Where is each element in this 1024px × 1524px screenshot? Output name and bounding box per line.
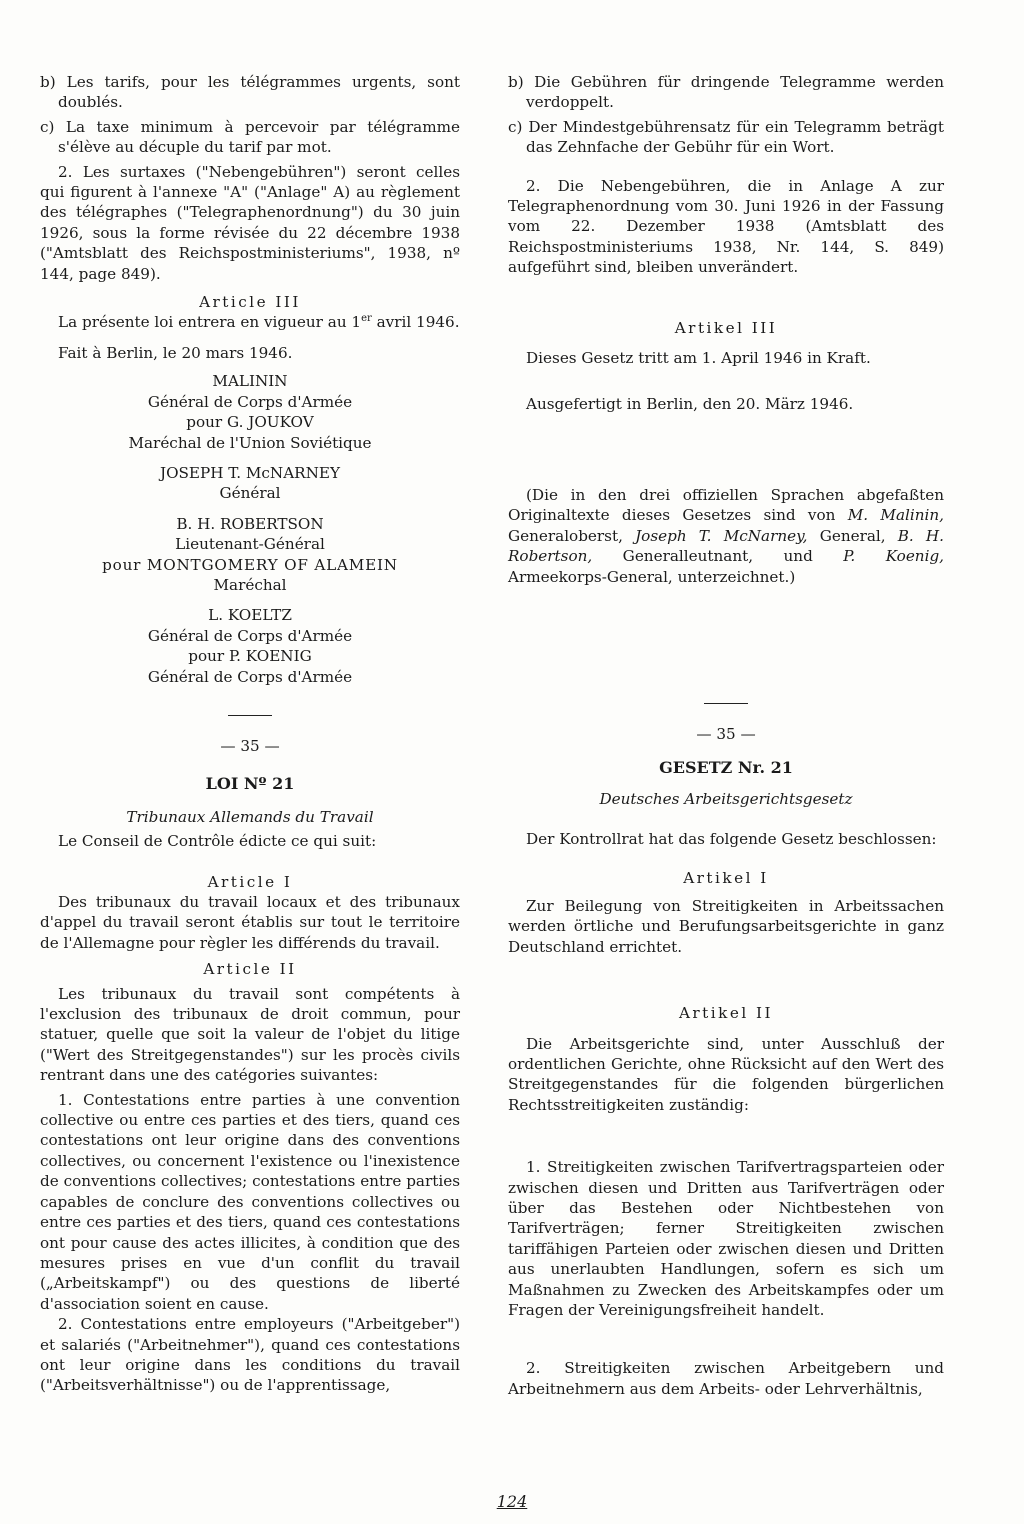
- de-intro: Der Kontrollrat hat das folgende Gesetz beschlossen:: [526, 830, 937, 849]
- fr-article1-heading: Article I: [207, 872, 293, 891]
- fr-law-number: — 35 —: [220, 736, 280, 755]
- fr-law-title: LOI Nº 21: [205, 774, 295, 794]
- page-number: 124: [496, 1492, 528, 1511]
- de-para-2: 2. Die Nebengebühren, die in Anlage A zur Telegraphenordnung vom 30. Juni 1926 in der Fassung vom 22. Dezember 1938 (Amtsblatt des Reichspostministeriums 1938, Nr. 144, S. 849) aufgeführt sind, bleiben unverändert.: [508, 176, 944, 277]
- de-item-c: c) Der Mindestgebührensatz für ein Telegramm beträgt das Zehnfache der Gebühr für ein Wort.: [508, 117, 944, 157]
- fr-item-b: b) Les tarifs, pour les télégrammes urgents, sont doublés.: [40, 73, 460, 112]
- de-article3-heading: Artikel III: [674, 318, 778, 337]
- french-column: [40, 72, 460, 1396]
- de-law-number: — 35 —: [696, 724, 756, 743]
- de-done-at: Ausgefertigt in Berlin, den 20. März 1946.: [526, 395, 854, 414]
- de-article1-heading: Artikel I: [683, 868, 769, 887]
- fr-signature-2: JOSEPH T. McNARNEY Général: [159, 463, 341, 503]
- fr-divider-rule: [228, 715, 272, 716]
- de-signatories-note: (Die in den drei offiziellen Sprachen abgefaßten Originaltexte dieses Gesetzes sind von M. Malinin, Generaloberst, Joseph T. McNarney, General, B. H. Robertson, Generalleutnant, und P. Koenig, Armeekorps-General, unterzeichnet.): [508, 485, 945, 586]
- de-article2-item2: 2. Streitigkeiten zwischen Arbeitgebern und Arbeitnehmern aus dem Arbeits- oder Lehrverhältnis,: [508, 1359, 944, 1398]
- fr-article2-item2: 2. Contestations entre employeurs ("Arbeitgeber") et salariés ("Arbeitnehmer"), quand ces contestations ont leur origine dans les conditions du travail ("Arbeitsverhältnisse") ou de l'apprentissage,: [40, 1315, 460, 1395]
- de-article2-text: Die Arbeitsgerichte sind, unter Ausschluß der ordentlichen Gerichte, ohne Rücksicht auf den Wert des Streitgegenstandes für die folgenden bürgerlichen Rechtsstreitigkeiten zuständig:: [508, 1034, 944, 1114]
- german-column: [508, 72, 944, 1399]
- fr-done-at: Fait à Berlin, le 20 mars 1946.: [58, 343, 293, 362]
- fr-article1-text: Des tribunaux du travail locaux et des tribunaux d'appel du travail seront établis sur tout le territoire de l'Allemagne pour règler les différends du travail.: [40, 893, 460, 952]
- de-law-subtitle: Deutsches Arbeitsgerichtsgesetz: [599, 789, 853, 808]
- de-article3-text: Dieses Gesetz tritt am 1. April 1946 in Kraft.: [526, 349, 871, 368]
- fr-signature-1: MALININ Général de Corps d'Armée pour G. JOUKOV Maréchal de l'Union Soviétique: [128, 372, 372, 452]
- de-divider-rule: [704, 703, 748, 704]
- de-article2-item1: 1. Streitigkeiten zwischen Tarifvertragsparteien oder zwischen diesen und Dritten aus Tarifverträgen oder über das Bestehen oder Nichtbestehen von Tarifverträgen; ferner Streitigkeiten zwischen tariffähigen Parteien oder zwischen diesen und Dritten aus unerlaubten Handlungen, sofern es sich um Maßnahmen zu Zwecken des Arbeitskampfes oder um Fragen der Vereinigungsfreiheit handelt.: [508, 1158, 944, 1320]
- fr-article3-heading: Article III: [199, 293, 301, 312]
- fr-article2-heading: Article II: [203, 960, 297, 979]
- de-article2-heading: Artikel II: [678, 1004, 774, 1023]
- fr-article3-text: La présente loi entrera en vigueur au 1er avril 1946.: [58, 313, 460, 332]
- de-item-b: b) Die Gebühren für dringende Telegramme werden verdoppelt.: [508, 73, 944, 112]
- fr-signature-4: L. KOELTZ Général de Corps d'Armée pour P. KOENIG Général de Corps d'Armée: [147, 606, 353, 686]
- fr-law-subtitle: Tribunaux Allemands du Travail: [126, 807, 374, 826]
- fr-para-2: 2. Les surtaxes ("Nebengebühren") seront celles qui figurent à l'annexe "A" ("Anlage" A) au règlement des télégraphes ("Telegraphenordnung") du 30 juin 1926, sous la forme révisée du 22 décembre 1938 ("Amtsblatt des Reichspostministeriums", 1938, nº 144, page 849).: [40, 162, 460, 283]
- fr-item-c: c) La taxe minimum à percevoir par télégramme s'élève au décuple du tarif par mot.: [40, 117, 460, 157]
- fr-article2-text: Les tribunaux du travail sont compétents à l'exclusion des tribunaux de droit commun, pour statuer, quelle que soit la valeur de l'objet du litige ("Wert des Streitgegenstandes") sur les procès civils rentrant dans une des catégories suivantes:: [40, 984, 460, 1085]
- de-law-title: GESETZ Nr. 21: [659, 758, 793, 778]
- fr-article2-item1: 1. Contestations entre parties à une convention collective ou entre ces parties et des tiers, quand ces contestations ont leur origine dans des conventions collectives, ou concernent l'existence ou l'inexistence de conventions collectives; contestations entre parties capables de conclure des conventions collectives ou entre ces parties et des tiers, quand ces contestations ont pour cause des actes illicites, à condition que des mesures prises en vue d'un conflit du travail („Arbeitskampf") ou des questions de liberté d'association soient en cause.: [40, 1090, 460, 1313]
- fr-intro: Le Conseil de Contrôle édicte ce qui suit:: [58, 832, 377, 851]
- fr-signature-3: B. H. ROBERTSON Lieutenant-Général pour MONTGOMERY OF ALAMEIN Maréchal: [102, 514, 398, 594]
- de-article1-text: Zur Beilegung von Streitigkeiten in Arbeitssachen werden örtliche und Berufungsarbeitsgerichte in ganz Deutschland errichtet.: [508, 896, 944, 956]
